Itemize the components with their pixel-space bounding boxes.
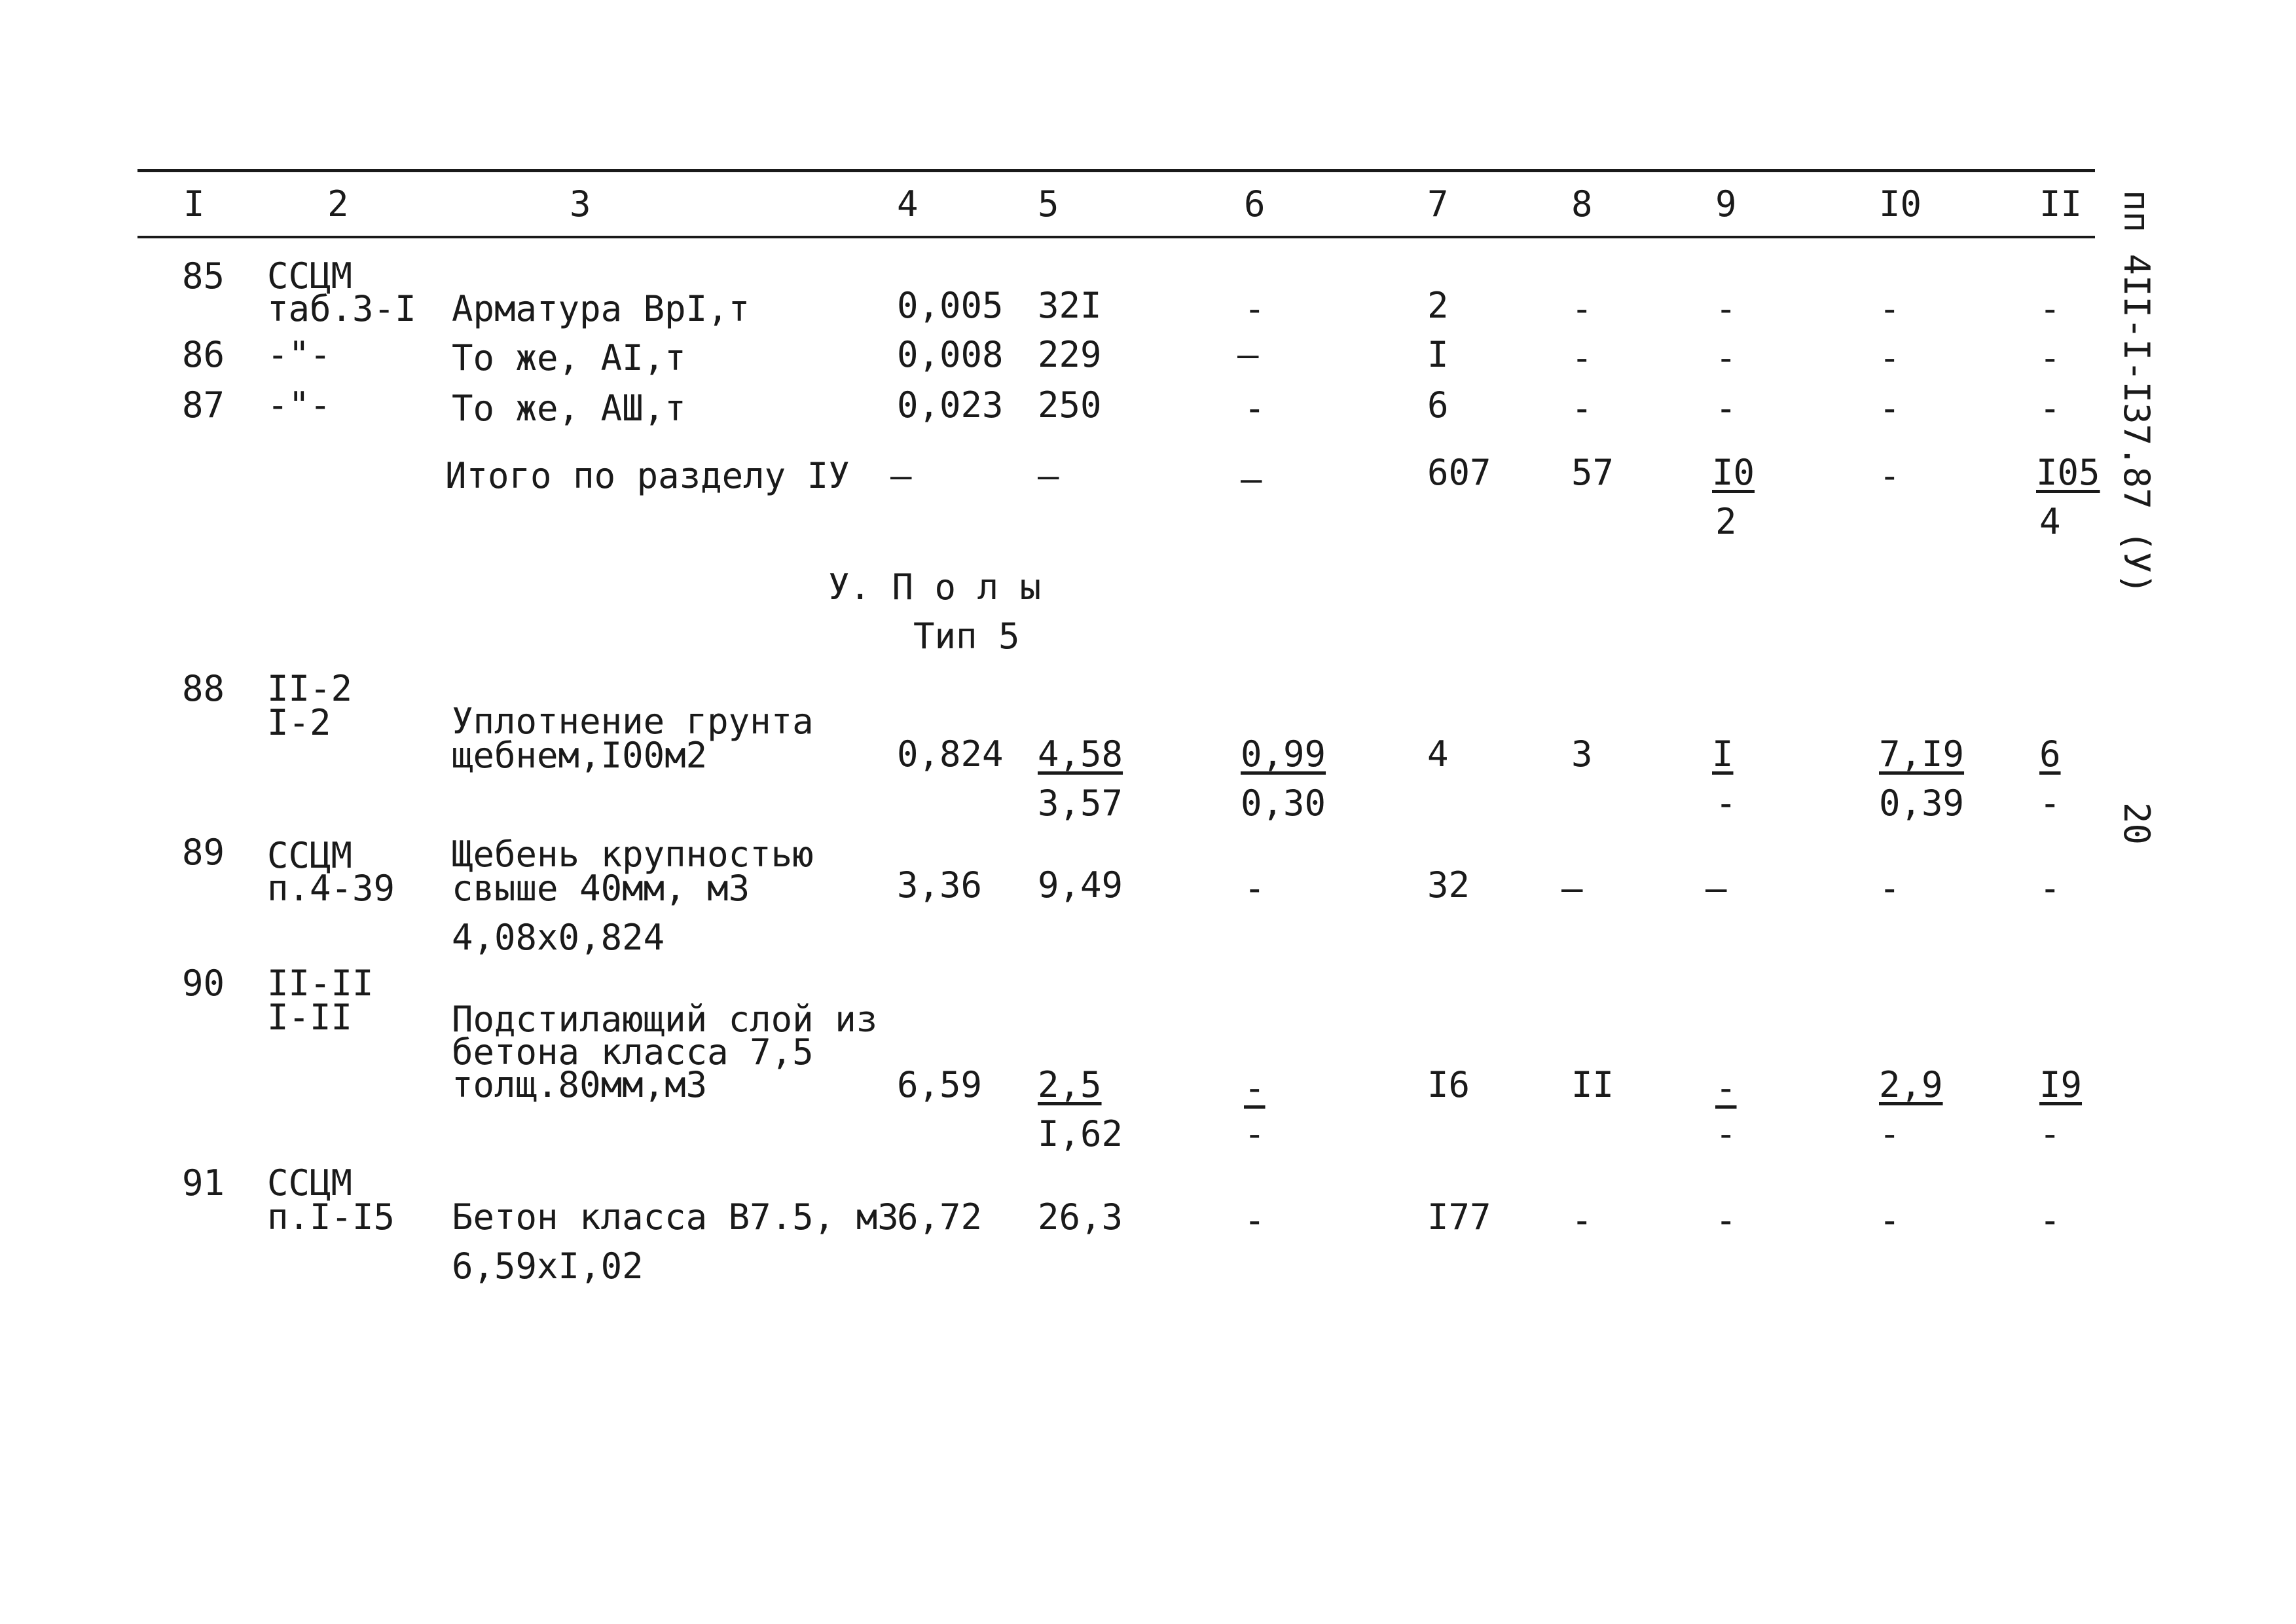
row-89-col8: — xyxy=(1561,868,1583,909)
col-header-10: I0 xyxy=(1879,183,1922,225)
row-89-name-line2: свыше 40мм, м3 xyxy=(452,868,750,909)
row-90-code-line1: II-II xyxy=(267,963,374,1004)
row-87-col10: - xyxy=(1879,388,1901,429)
total-col10: - xyxy=(1879,455,1901,496)
col-header-2: 2 xyxy=(327,183,349,225)
col-header-4: 4 xyxy=(897,183,919,225)
row-89-name-line1: Щебень крупностью xyxy=(452,834,814,875)
total-col8: 57 xyxy=(1571,452,1614,493)
row-87-col5: 250 xyxy=(1038,384,1102,426)
row-89-col10: - xyxy=(1879,868,1901,909)
col-header-8: 8 xyxy=(1571,183,1593,225)
row-90-col6-bottom: - xyxy=(1244,1113,1266,1154)
col-header-7: 7 xyxy=(1427,183,1449,225)
row-90-col9-bottom: - xyxy=(1715,1113,1737,1154)
header-bottom-rule xyxy=(137,236,2095,238)
row-85-name: Арматура ВрI,т xyxy=(452,288,750,329)
row-86-col9: - xyxy=(1715,337,1737,378)
row-91-code-line2: п.I-I5 xyxy=(267,1196,395,1238)
row-90-col9-top: - xyxy=(1715,1067,1737,1109)
row-88-col10-top: 7,I9 xyxy=(1879,733,1965,775)
row-86-col11: - xyxy=(2039,337,2061,378)
row-90-col10-bottom: - xyxy=(1879,1113,1901,1154)
row-88-name-line2: щебнем,I00м2 xyxy=(452,735,708,776)
col-header-3: 3 xyxy=(570,183,591,225)
row-89-number: 89 xyxy=(182,832,225,873)
row-91-col8: - xyxy=(1571,1200,1593,1241)
row-90-col5-bottom: I,62 xyxy=(1038,1113,1123,1154)
col-header-1: I xyxy=(183,183,205,225)
row-88-col9-bottom: - xyxy=(1715,783,1737,824)
row-86-col8: - xyxy=(1571,337,1593,378)
total-col6: — xyxy=(1241,458,1262,500)
row-89-col11: - xyxy=(2039,868,2061,909)
row-88-number: 88 xyxy=(182,668,225,709)
row-90-code-line2: I-II xyxy=(267,997,353,1038)
row-90-col8: II xyxy=(1571,1064,1614,1105)
row-86-col5: 229 xyxy=(1038,334,1102,375)
col-header-11: II xyxy=(2039,183,2083,225)
total-col7: 607 xyxy=(1427,452,1491,493)
document-code: пп 4II-I-I37.87 (У) xyxy=(2116,190,2157,595)
total-col11-top: I05 xyxy=(2036,452,2100,493)
row-85-col7: 2 xyxy=(1427,285,1449,326)
row-85-col6: - xyxy=(1244,288,1266,329)
row-87-number: 87 xyxy=(182,384,225,426)
row-89-col6: - xyxy=(1244,868,1266,909)
total-col4: — xyxy=(890,455,912,496)
section-subtitle: Тип 5 xyxy=(913,616,1020,657)
row-91-col11: - xyxy=(2039,1200,2061,1241)
total-col5: — xyxy=(1038,455,1059,496)
row-87-col11: - xyxy=(2039,388,2061,429)
row-91-col7: I77 xyxy=(1427,1196,1491,1238)
row-91-name: Бетон класса В7.5, м3 xyxy=(452,1196,899,1238)
row-87-col7: 6 xyxy=(1427,384,1449,426)
row-91-col9: - xyxy=(1715,1200,1737,1241)
row-88-col11-top: 6 xyxy=(2039,733,2061,775)
row-85-col4: 0,005 xyxy=(897,285,1004,326)
col-header-9: 9 xyxy=(1715,183,1737,225)
row-89-formula: 4,08х0,824 xyxy=(452,917,665,958)
total-row-label: Итого по разделу IУ xyxy=(445,455,850,496)
row-88-col9-top: I xyxy=(1712,733,1734,775)
row-90-col6-top: - xyxy=(1244,1067,1266,1109)
row-90-name-line3: толщ.80мм,м3 xyxy=(452,1064,708,1105)
row-88-col11-bottom: - xyxy=(2039,783,2061,824)
section-title: У. П о л ы xyxy=(828,566,1042,608)
row-87-name: То же, АШ,т xyxy=(452,388,686,429)
row-86-code: -"- xyxy=(267,334,331,375)
row-88-code-line1: II-2 xyxy=(267,668,353,709)
row-87-code: -"- xyxy=(267,384,331,426)
row-88-col4: 0,824 xyxy=(897,733,1004,775)
row-91-col6: - xyxy=(1244,1200,1266,1241)
row-88-col5-top: 4,58 xyxy=(1038,733,1123,775)
row-89-col7: 32 xyxy=(1427,864,1470,906)
col-header-5: 5 xyxy=(1038,183,1059,225)
row-87-col9: - xyxy=(1715,388,1737,429)
total-col11-bottom: 4 xyxy=(2039,501,2061,542)
row-86-col6: — xyxy=(1237,334,1259,375)
row-91-formula: 6,59хI,02 xyxy=(452,1246,644,1287)
row-90-name-line1: Подстилающий слой из xyxy=(452,999,878,1040)
row-88-name-line1: Уплотнение грунта xyxy=(452,701,814,742)
row-91-col10: - xyxy=(1879,1200,1901,1241)
row-85-code-line2: таб.3-I xyxy=(267,288,416,329)
row-90-col5-top: 2,5 xyxy=(1038,1064,1102,1105)
page-number: 20 xyxy=(2116,802,2157,845)
row-89-code-line2: п.4-39 xyxy=(267,868,395,909)
row-87-col4: 0,023 xyxy=(897,384,1004,426)
row-86-col4: 0,008 xyxy=(897,334,1004,375)
row-88-col6-bottom: 0,30 xyxy=(1241,783,1326,824)
row-86-name: То же, АI,т xyxy=(452,337,686,378)
row-91-col5: 26,3 xyxy=(1038,1196,1123,1238)
total-col9-top: I0 xyxy=(1712,452,1755,493)
row-85-col9: - xyxy=(1715,288,1737,329)
row-90-col7: I6 xyxy=(1427,1064,1470,1105)
row-91-col4: 6,72 xyxy=(897,1196,983,1238)
row-90-name-line2: бетона класса 7,5 xyxy=(452,1031,814,1073)
row-85-col5: 32I xyxy=(1038,285,1102,326)
row-85-col11: - xyxy=(2039,288,2061,329)
row-88-col10-bottom: 0,39 xyxy=(1879,783,1965,824)
row-89-col5: 9,49 xyxy=(1038,864,1123,906)
row-85-number: 85 xyxy=(182,255,225,297)
col-header-6: 6 xyxy=(1244,183,1266,225)
row-90-number: 90 xyxy=(182,963,225,1004)
row-89-code-line1: ССЦМ xyxy=(267,835,353,876)
row-86-number: 86 xyxy=(182,334,225,375)
row-90-col10-top: 2,9 xyxy=(1879,1064,1943,1105)
row-86-col10: - xyxy=(1879,337,1901,378)
row-88-col7: 4 xyxy=(1427,733,1449,775)
row-88-col8: 3 xyxy=(1571,733,1593,775)
row-85-col8: - xyxy=(1571,288,1593,329)
row-86-col7: I xyxy=(1427,334,1449,375)
row-91-code-line1: ССЦМ xyxy=(267,1162,353,1204)
header-top-rule xyxy=(137,169,2095,172)
row-89-col4: 3,36 xyxy=(897,864,983,906)
row-91-number: 91 xyxy=(182,1162,225,1204)
row-88-col5-bottom: 3,57 xyxy=(1038,783,1123,824)
row-85-col10: - xyxy=(1879,288,1901,329)
row-87-col8: - xyxy=(1571,388,1593,429)
row-90-col4: 6,59 xyxy=(897,1064,983,1105)
row-88-code-line2: I-2 xyxy=(267,702,331,743)
row-89-col9: — xyxy=(1705,868,1727,909)
row-88-col6-top: 0,99 xyxy=(1241,733,1326,775)
total-col9-bottom: 2 xyxy=(1715,501,1737,542)
row-90-col11-bottom: - xyxy=(2039,1113,2061,1154)
row-90-col11-top: I9 xyxy=(2039,1064,2083,1105)
row-87-col6: - xyxy=(1244,388,1266,429)
row-85-code-line1: ССЦМ xyxy=(267,255,353,297)
